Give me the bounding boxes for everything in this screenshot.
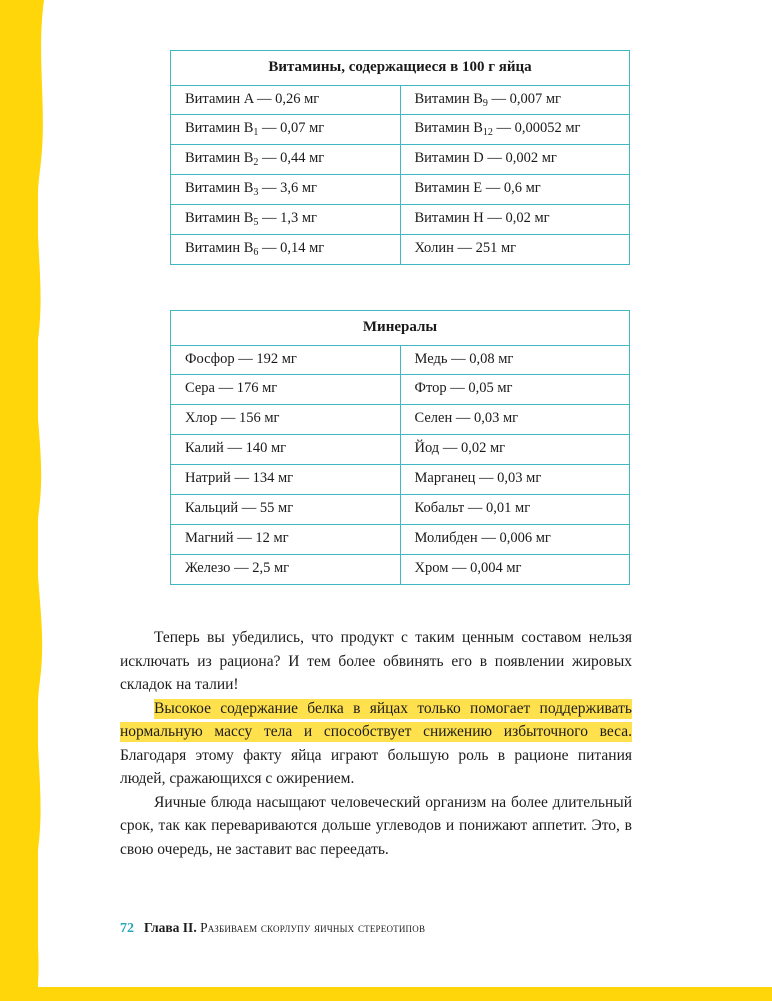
table-row [171,405,630,435]
cell-value: — 12 мг [233,530,289,547]
cell-text: Витамин B [414,90,483,107]
cell-text: Фтор [414,380,447,397]
cell-text: Кальций [185,500,239,517]
cell-text: Витамин A [185,90,254,107]
table-cell [171,555,401,585]
cell-value: — 0,08 мг [447,350,514,367]
table-row [171,115,630,145]
cell-text: Фосфор [185,350,235,367]
cell-subscript: 9 [482,97,488,109]
table-vitamins [170,50,630,265]
table-cell [400,145,630,175]
table-row [171,495,630,525]
body-text [120,626,632,861]
table-row [171,85,630,115]
table-cell [400,435,630,465]
cell-text: Витамин B [185,180,254,197]
table-cell [400,495,630,525]
table-cell [400,85,630,115]
paragraph-2-rest: Благодаря этому факту яйца играют большую роль в рационе питания людей, сражающихся с ожирением. [120,746,632,788]
table-cell [171,495,401,525]
cell-value: — 0,44 мг [258,150,325,167]
cell-value: — 0,05 мг [446,380,513,397]
paragraph-3: Яичные блюда насыщают человеческий организм на более длительный срок, так как перевариваются дольше углеводов и понижают аппетит. Это, в свою очередь, не заставит вас переедать. [120,793,632,858]
table-row [171,175,630,205]
cell-value: — 0,14 мг [258,240,325,257]
chapter-running-head [144,920,425,936]
table-row [171,345,630,375]
table-row [171,525,630,555]
cell-subscript: 12 [482,127,493,139]
table-cell [400,375,630,405]
cell-value: — 3,6 мг [258,180,317,197]
table-minerals [170,310,630,585]
cell-value: — 0,02 мг [483,210,550,227]
table-caption-vitamins: Витамины, содержащиеся в 100 г яйца [171,51,630,86]
cell-text: Марганец [414,470,476,487]
table-cell [171,205,401,235]
table-cell [171,405,401,435]
cell-text: Хлор [185,410,218,427]
cell-value: — 0,26 мг [253,90,320,107]
table-cell [400,555,630,585]
cell-value: — 1,3 мг [258,210,317,227]
cell-value: — 0,02 мг [439,440,506,457]
table-row [171,555,630,585]
table-row [171,235,630,265]
cell-text: Натрий [185,470,231,487]
cell-text: Витамин B [185,150,254,167]
cell-subscript: 2 [253,157,259,169]
table-cell [171,345,401,375]
table-header-row [171,51,630,86]
cell-text: Витамин H [414,210,484,227]
cell-text: Магний [185,530,234,547]
cell-value: — 55 мг [238,500,294,517]
cell-text: Калий [185,440,224,457]
cell-text: Витамин B [185,210,254,227]
cell-text: Железо [185,560,231,577]
table-cell [171,175,401,205]
table-row [171,145,630,175]
table-row [171,435,630,465]
paragraph-2 [120,697,632,791]
cell-subscript: 1 [253,127,259,139]
cell-text: Витамин B [185,240,254,257]
cell-value: — 134 мг [230,470,294,487]
cell-text: Сера [185,380,215,397]
cell-value: — 2,5 мг [230,560,290,577]
cell-text: Медь [414,350,448,367]
cell-subscript: 3 [253,187,259,199]
cell-value: — 0,03 мг [452,410,519,427]
table-cell [400,175,630,205]
table-cell [400,345,630,375]
cell-text: Витамин B [185,120,254,137]
table-cell [171,465,401,495]
table-cell [171,235,401,265]
cell-value: — 0,004 мг [448,560,522,577]
table-cell [171,85,401,115]
table-cell [400,235,630,265]
cell-text: Витамин D [414,150,484,167]
chapter-prefix: Глава II. [144,920,197,935]
cell-value: — 156 мг [217,410,280,427]
cell-value: — 192 мг [234,350,297,367]
bottom-yellow-band [0,987,772,1001]
page-number: 72 [120,921,134,936]
cell-value: — 0,6 мг [482,180,541,197]
cell-subscript: 6 [253,247,259,259]
table-row [171,205,630,235]
cell-value: — 140 мг [223,440,287,457]
table-cell [171,375,401,405]
table-caption-minerals: Минералы [171,311,630,346]
cell-text: Витамин B [414,120,483,137]
wavy-edge-decoration [22,0,56,1001]
cell-value: — 0,01 мг [464,500,531,517]
cell-text: Хром [414,560,449,577]
cell-value: — 0,07 мг [258,120,325,137]
table-cell [400,205,630,235]
cell-subscript: 5 [253,217,259,229]
table-cell [171,525,401,555]
cell-text: Селен [414,410,453,427]
table-header-row [171,311,630,346]
table-cell [171,145,401,175]
highlighted-sentence: Высокое содержание белка в яйцах только помогает поддерживать нормальную массу тела и способствует снижению избыточного веса. [120,699,632,741]
table-row [171,465,630,495]
table-cell [171,115,401,145]
chapter-title: Разбиваем скорлупу яичных стереотипов [200,920,426,935]
cell-text: Витамин E [414,180,483,197]
table-row [171,375,630,405]
cell-value: — 251 мг [453,240,517,257]
table-cell [400,115,630,145]
table-cell [400,465,630,495]
cell-value: — 0,03 мг [475,470,542,487]
cell-value: — 0,00052 мг [492,120,581,137]
cell-value: — 0,007 мг [487,90,561,107]
cell-text: Йод [414,440,440,457]
cell-value: — 0,006 мг [477,530,551,547]
cell-text: Молибден [414,530,478,547]
table-cell [400,405,630,435]
paragraph-1: Теперь вы убедились, что продукт с таким ценным составом нельзя исключать из рациона? И тем более обвинять его в появлении жировых складок на талии! [120,629,632,694]
cell-text: Холин [414,240,454,257]
cell-text: Кобальт [414,500,465,517]
cell-value: — 0,002 мг [483,150,557,167]
table-cell [171,435,401,465]
table-cell [400,525,630,555]
cell-value: — 176 мг [214,380,278,397]
page-footer [120,920,680,937]
